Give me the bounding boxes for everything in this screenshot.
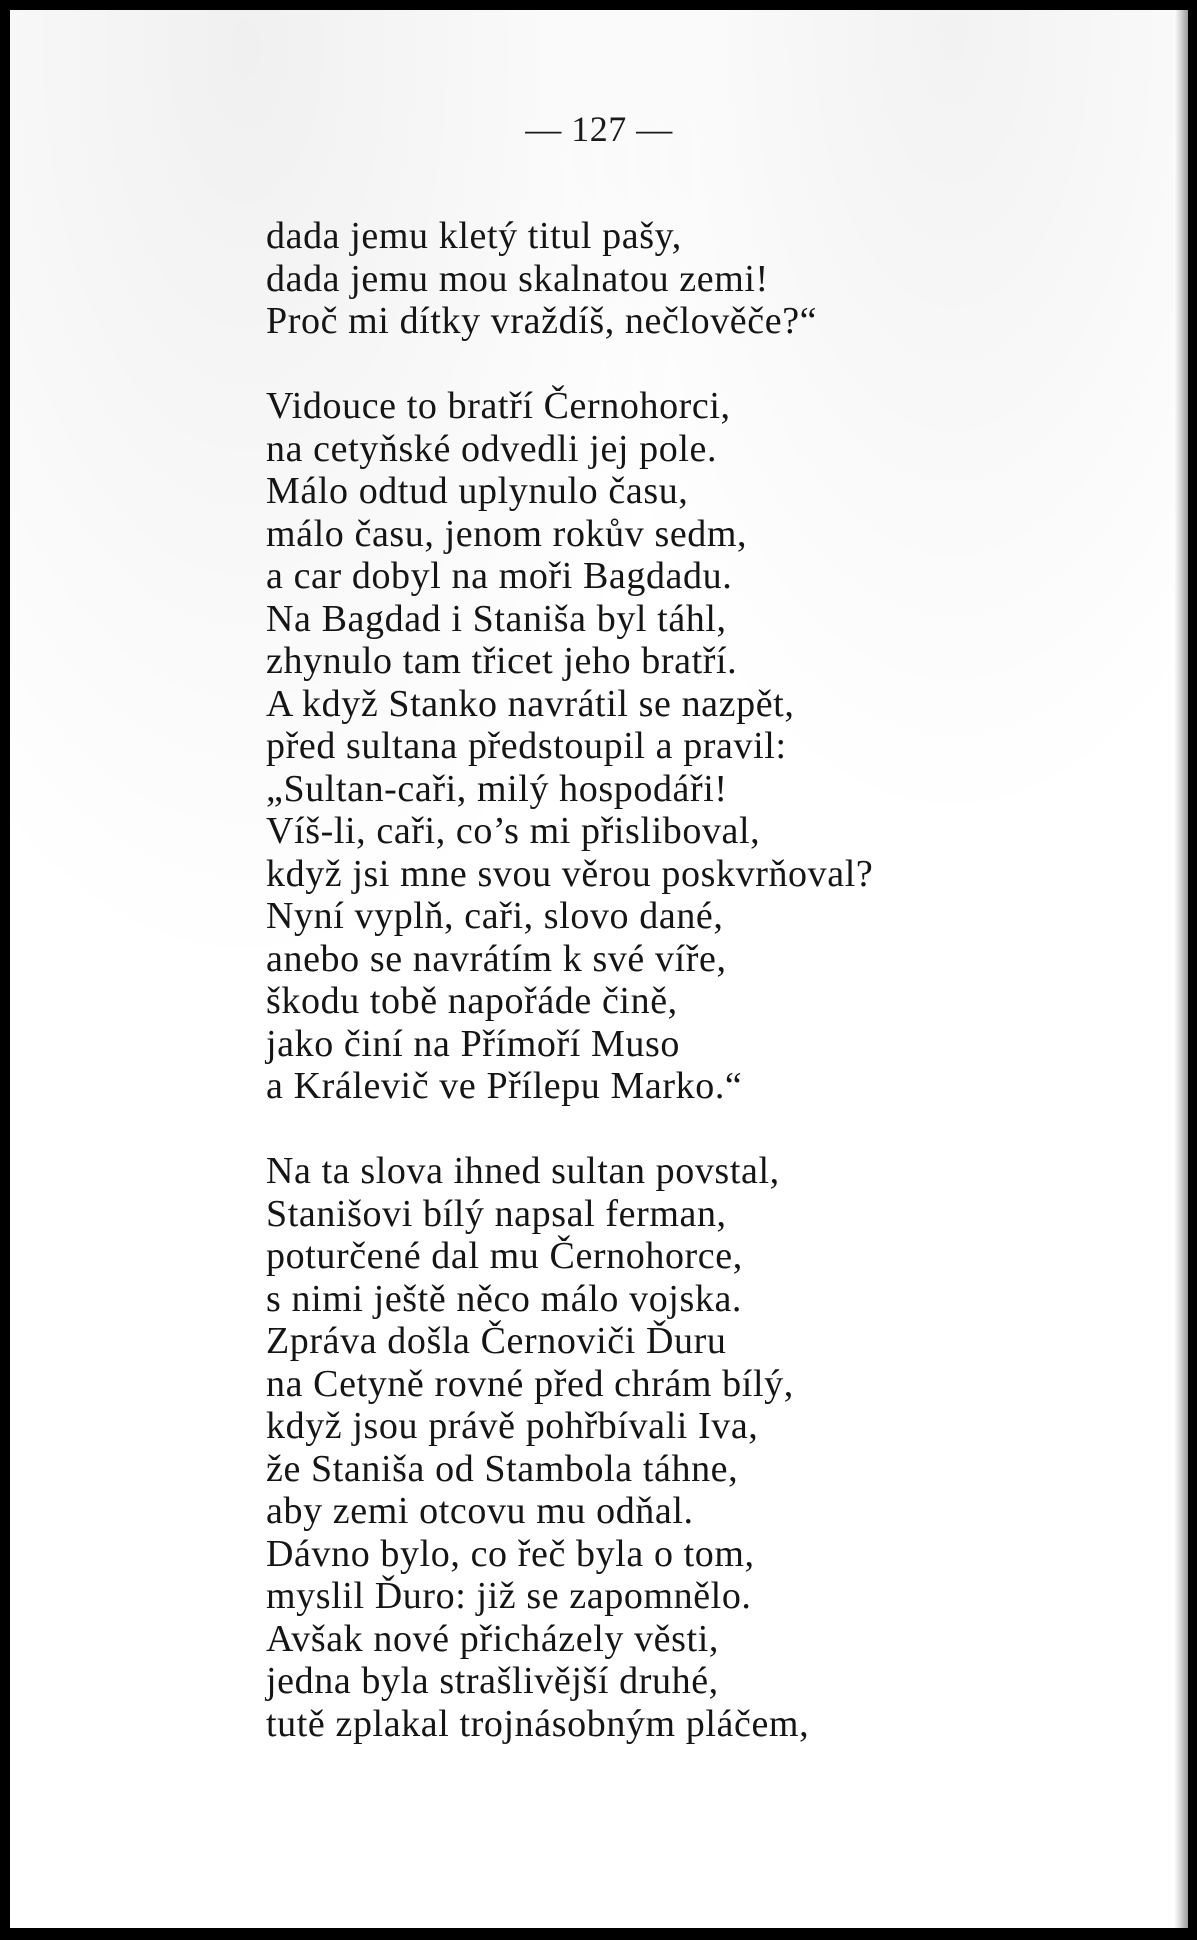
verse-line: jedna byla strašlivější druhé, xyxy=(266,1660,719,1702)
verse-line: Zpráva došla Černoviči Ďuru xyxy=(266,1320,727,1362)
verse-line: Proč mi dítky vraždíš, nečlověče?“ xyxy=(266,300,818,342)
verse-line: Nyní vyplň, caři, slovo dané, xyxy=(266,895,724,937)
verse-line: s nimi ještě něco málo vojska. xyxy=(266,1277,743,1320)
page-number: — 127 — xyxy=(525,109,673,149)
verse-line: Víš-li, caři, co’s mi přisliboval, xyxy=(266,810,761,852)
verse-line: před sultana předstoupil a pravil: xyxy=(266,725,787,767)
verse-line: Dávno bylo, co řeč byla o tom, xyxy=(266,1532,755,1575)
verse-line: zhynulo tam třicet jeho bratří. xyxy=(266,640,738,682)
stanza xyxy=(266,215,873,343)
verse-line: Málo odtud uplynulo času, xyxy=(266,470,689,512)
verse-line: že Staniša od Stambola táhne, xyxy=(266,1447,739,1490)
verse-line: dada jemu kletý titul pašy, xyxy=(266,215,682,257)
verse-line: když jsi mne svou věrou poskvrňoval? xyxy=(266,852,874,895)
verse-line: poturčené dal mu Černohorce, xyxy=(266,1235,743,1277)
verse-line: Na Bagdad i Staniša byl táhl, xyxy=(266,597,727,640)
verse-line: málo času, jenom rokův sedm, xyxy=(266,512,748,555)
verse-line: aby zemi otcovu mu odňal. xyxy=(266,1490,694,1532)
verse-line: anebo se navrátím k své víře, xyxy=(266,937,727,980)
verse-line: na Cetyně rovné před chrám bílý, xyxy=(266,1362,794,1405)
verse-line: jako činí na Přímoří Muso xyxy=(266,1022,680,1065)
verse-line: a Králevič ve Přílepu Marko.“ xyxy=(266,1065,743,1107)
verse-line: Avšak nové přicházely věsti, xyxy=(266,1617,719,1660)
page-edge-shadow xyxy=(1174,10,1188,1928)
verse-line: Vidouce to bratří Černohorci, xyxy=(266,385,731,427)
verse-line: myslil Ďuro: již se zapomnělo. xyxy=(266,1575,752,1617)
stanza xyxy=(266,1150,873,1745)
verse-line: Stanišovi bílý napsal ferman, xyxy=(266,1192,727,1235)
poem-text xyxy=(266,215,873,1745)
verse-line: Na ta slova ihned sultan povstal, xyxy=(266,1150,780,1192)
verse-line: A když Stanko navrátil se nazpět, xyxy=(266,682,795,725)
verse-line: když jsou právě pohřbívali Iva, xyxy=(266,1405,759,1447)
verse-line: a car dobyl na moři Bagdadu. xyxy=(266,555,733,597)
verse-line: na cetyňské odvedli jej pole. xyxy=(266,427,718,470)
verse-line: tutě zplakal trojnásobným pláčem, xyxy=(266,1702,810,1745)
verse-line: škodu tobě napořáde čině, xyxy=(266,980,678,1022)
book-page xyxy=(10,10,1188,1928)
stanza xyxy=(266,385,873,1108)
verse-line: dada jemu mou skalnatou zemi! xyxy=(266,257,769,300)
verse-line: „Sultan-caři, milý hospodáři! xyxy=(266,767,728,810)
